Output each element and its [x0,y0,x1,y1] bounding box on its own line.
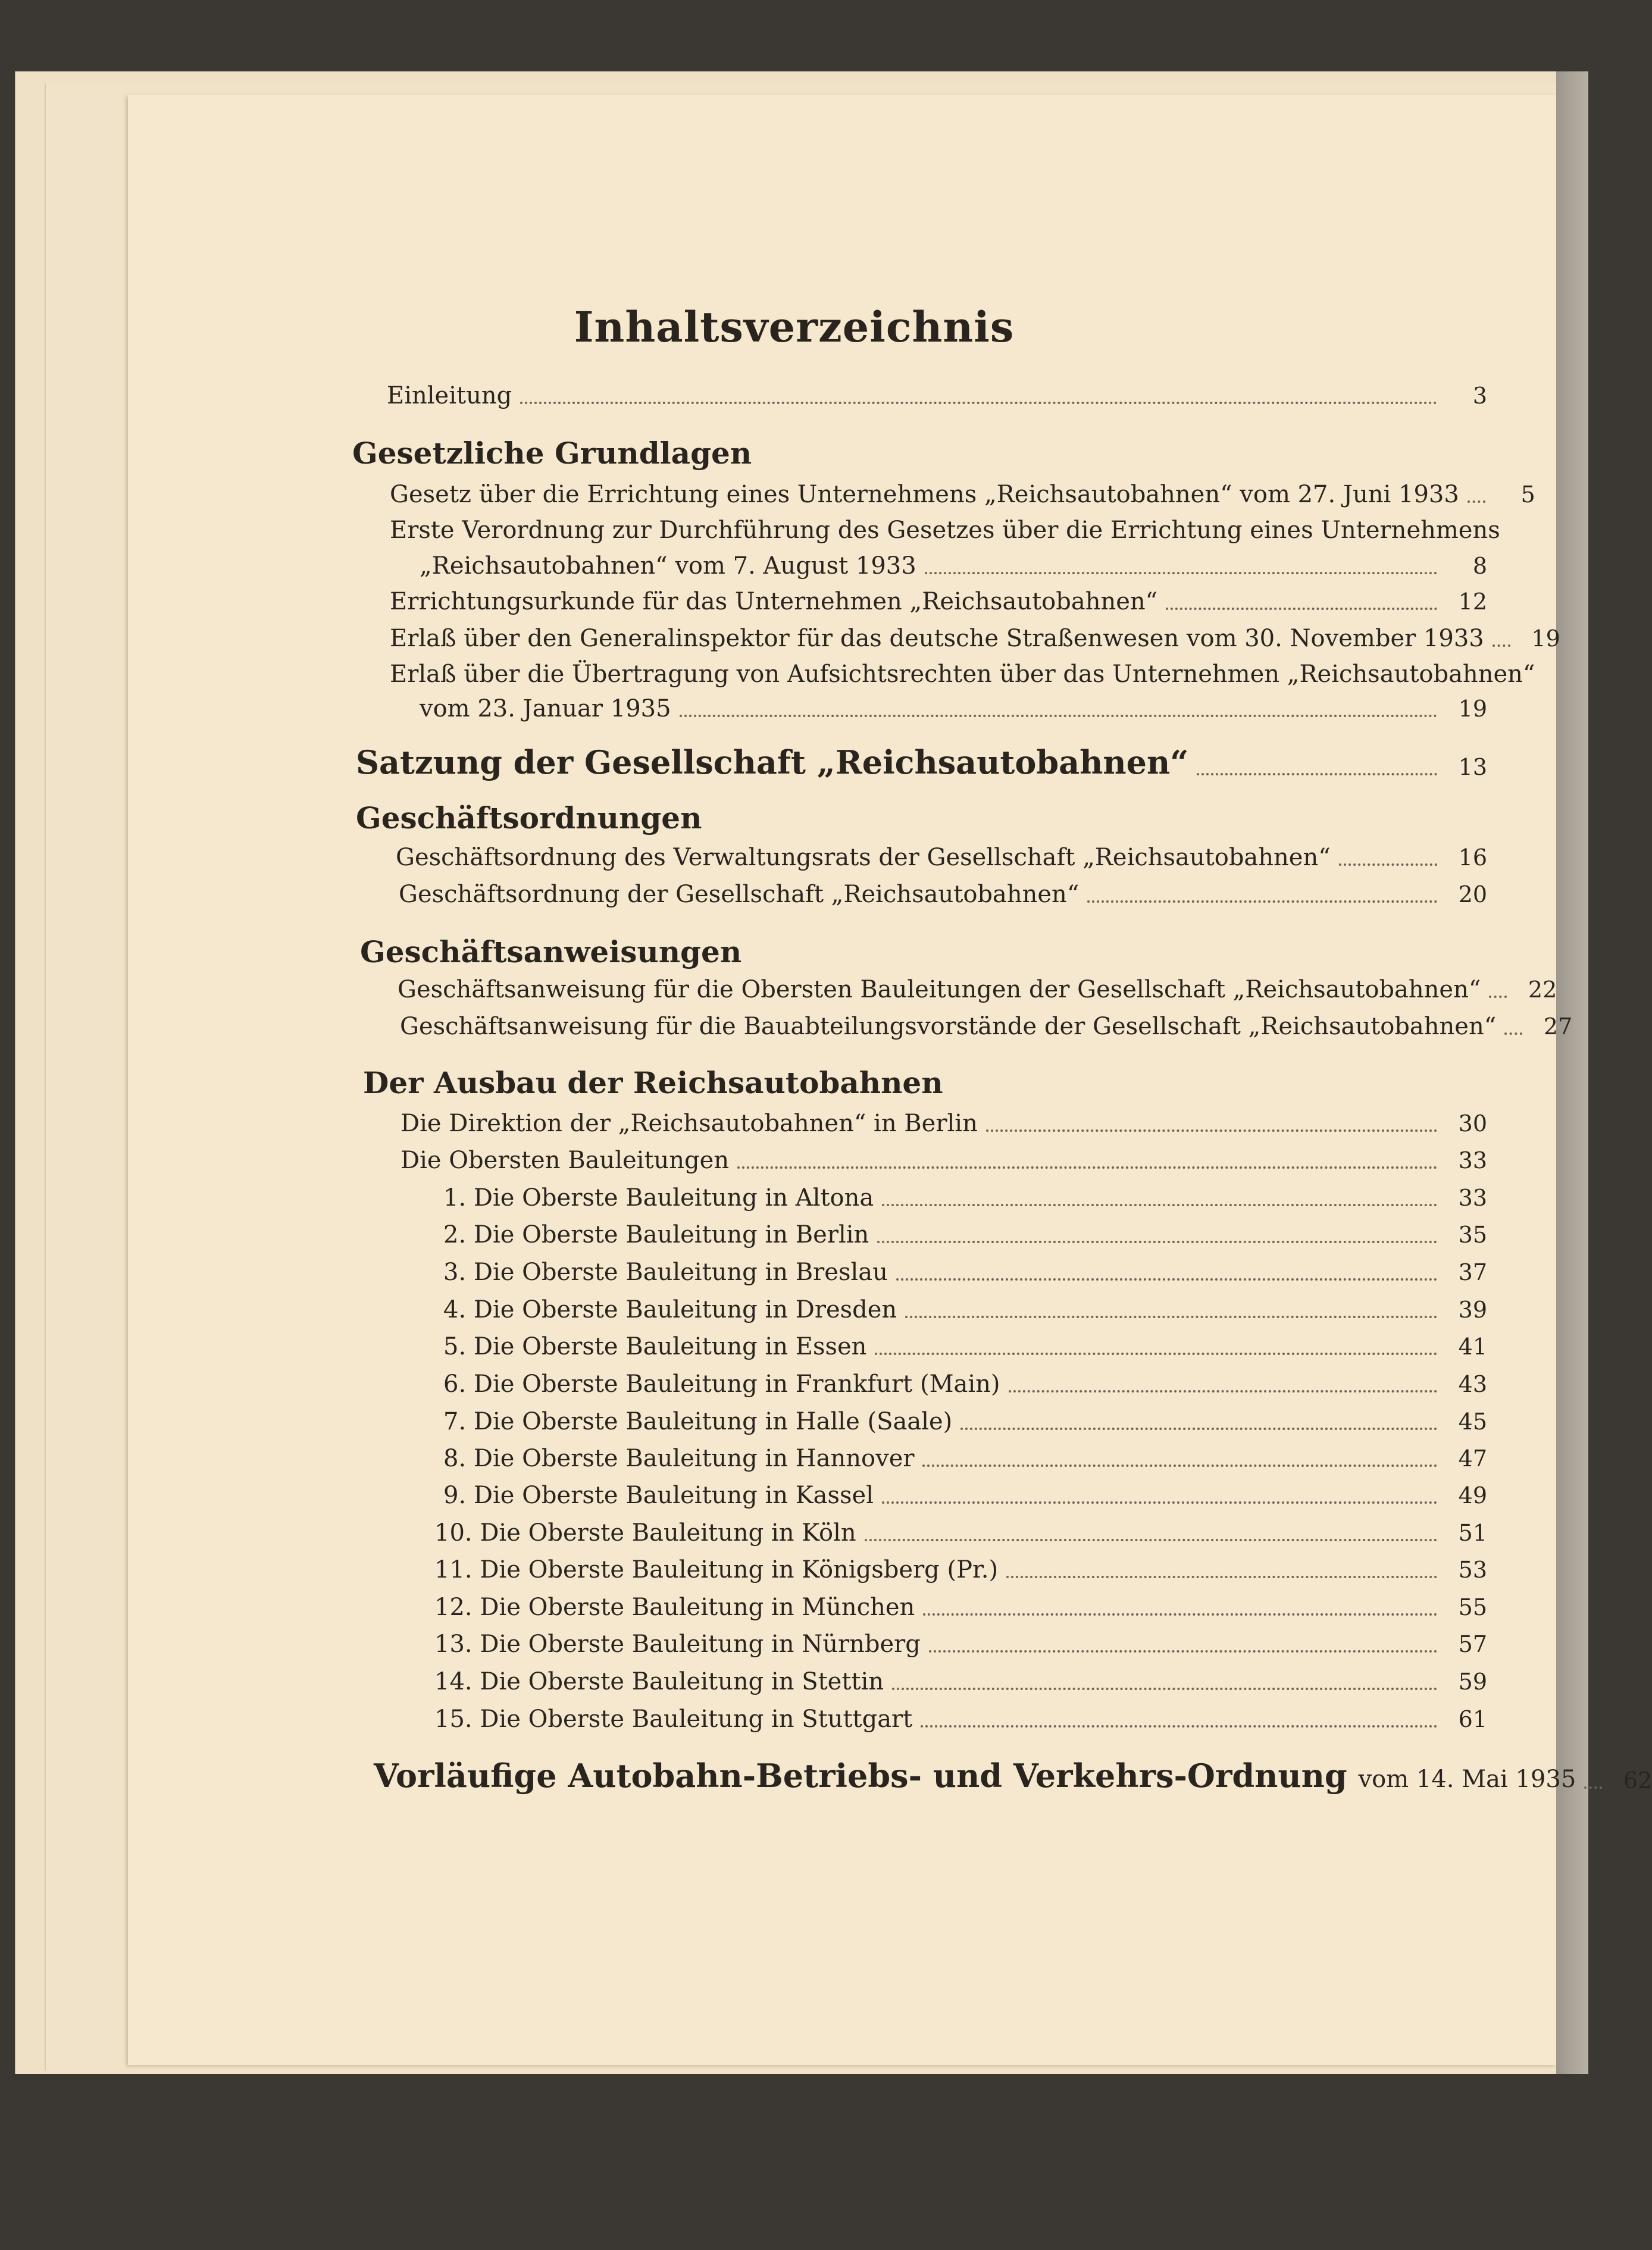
toc-entry-label: Satzung der Gesellschaft „Reichsautobahnen“ [356,743,1189,781]
toc-entry-bauleitung[interactable] [443,1408,1487,1435]
toc-entry-bauleitung[interactable] [443,1482,1487,1509]
toc-entry[interactable] [390,588,1487,615]
leader-dots [929,1650,1437,1653]
toc-entry-label-line2: „Reichsautobahnen“ vom 7. August 1933 [420,552,916,580]
section-heading-geschaeftsordnungen: Geschäftsordnungen [356,800,702,835]
toc-entry-label: 6. Die Oberste Bauleitung in Frankfurt (Main) [443,1370,1000,1398]
toc-page-number: 22 [1528,977,1557,1003]
toc-page-number: 19 [1531,625,1560,652]
toc-entry-date: vom 14. Mai 1935 [1358,1766,1576,1793]
toc-entry[interactable] [396,844,1487,871]
toc-page-number: 62 [1623,1767,1652,1794]
toc-entry-label-line1: Erlaß über die Übertragung von Aufsichtsrechten über das Unternehmen „Reichsautobahnen“ [390,661,1535,688]
leader-dots [680,715,1437,717]
toc-page-number: 53 [1458,1557,1487,1584]
toc-entry-bauleitung[interactable] [443,1333,1487,1360]
toc-entry[interactable] [420,695,1487,722]
toc-entry-label: 15. Die Oberste Bauleitung in Stuttgart [434,1706,913,1733]
toc-entry-label: Errichtungsurkunde für das Unternehmen „Reichsautobahnen“ [390,588,1158,615]
toc-page-number: 61 [1458,1706,1487,1733]
toc-entry-bauleitung[interactable] [443,1296,1487,1323]
toc-entry[interactable] [399,881,1487,908]
leader-dots [892,1688,1437,1690]
toc-entry-label: Einleitung [387,382,512,409]
toc-page-number: 3 [1472,383,1487,409]
toc-page-number: 27 [1543,1013,1573,1040]
leader-dots [1006,1576,1437,1578]
leader-dots [1009,1390,1437,1392]
toc-entry-bauleitung[interactable] [443,1221,1487,1248]
toc-entry-bauleitung[interactable] [434,1556,1487,1584]
toc-page-number: 33 [1458,1147,1487,1174]
toc-entry-label: Geschäftsanweisung für die Bauabteilungsvorstände der Gesellschaft „Reichsautobahnen“ [400,1013,1497,1040]
toc-page-number: 57 [1458,1631,1487,1658]
section-heading-grundlagen: Gesetzliche Grundlagen [352,436,752,471]
toc-entry-label: Vorläufige Autobahn-Betriebs- und Verkehrs-Ordnung [374,1757,1347,1795]
leader-dots [520,402,1437,404]
leader-dots [986,1129,1437,1132]
toc-entry[interactable] [420,552,1487,580]
toc-page-number: 55 [1458,1594,1487,1621]
toc-entry[interactable] [398,976,1557,1003]
toc-entry-bauleitung[interactable] [434,1706,1487,1733]
toc-page-number: 19 [1458,696,1487,722]
toc-page-number: 43 [1458,1371,1487,1398]
toc-entry-label: 5. Die Oberste Bauleitung in Essen [443,1333,867,1360]
toc-entry-label: 13. Die Oberste Bauleitung in Nürnberg [434,1631,921,1658]
leader-dots [882,1501,1437,1504]
toc-page-number: 37 [1458,1259,1487,1286]
toc-entry-label: 1. Die Oberste Bauleitung in Altona [443,1184,874,1212]
toc-page-number: 51 [1458,1520,1487,1547]
leader-dots [923,1613,1437,1616]
toc-entry-einleitung[interactable] [387,382,1487,409]
leader-dots [1087,900,1437,903]
leader-dots [905,1316,1437,1318]
leader-dots [1504,1032,1522,1035]
toc-entry-bauleitung[interactable] [443,1445,1487,1472]
toc-entry-label-line2: vom 23. Januar 1935 [420,695,671,722]
toc-page-number: 8 [1472,553,1487,580]
toc-entry-label: Die Obersten Bauleitungen [401,1147,730,1174]
toc-page-number: 20 [1458,881,1487,908]
leader-dots [1493,644,1510,647]
toc-entry-label: 11. Die Oberste Bauleitung in Königsberg (Pr.) [434,1556,999,1584]
toc-page-number: 45 [1458,1409,1487,1435]
toc-entry-label: 12. Die Oberste Bauleitung in München [434,1594,915,1621]
toc-entry-label-line1: Erste Verordnung zur Durchführung des Gesetzes über die Errichtung eines Unternehmens [390,517,1500,544]
toc-entry-label: 14. Die Oberste Bauleitung in Stettin [434,1668,884,1695]
toc-entry-label: Erlaß über den Generalinspektor für das deutsche Straßenwesen vom 30. November 1933 [390,625,1484,652]
leader-dots [1339,863,1437,866]
toc-entry-bauleitung[interactable] [434,1631,1487,1658]
toc-entry[interactable] [390,481,1535,508]
page-title: Inhaltsverzeichnis [574,302,1015,352]
toc-entry-label: 8. Die Oberste Bauleitung in Hannover [443,1445,915,1472]
toc-entry-label: Geschäftsanweisung für die Obersten Bauleitungen der Gesellschaft „Reichsautobahnen“ [398,976,1481,1003]
toc-page-number: 13 [1458,754,1487,781]
leader-dots [922,1464,1437,1467]
toc-entry-label: 7. Die Oberste Bauleitung in Halle (Saale) [443,1408,953,1435]
leader-dots [1489,996,1507,998]
toc-page-number: 41 [1458,1334,1487,1360]
toc-page-number: 33 [1458,1185,1487,1212]
toc-page-number: 35 [1458,1222,1487,1248]
toc-entry-satzung[interactable] [356,744,1487,781]
toc-entry-label: 2. Die Oberste Bauleitung in Berlin [443,1221,869,1248]
toc-entry-bauleitung[interactable] [443,1184,1487,1212]
leader-dots [875,1353,1437,1355]
toc-page-number: 30 [1458,1110,1487,1137]
toc-entry[interactable] [401,1110,1487,1137]
toc-entry-label-group [374,1757,1576,1794]
section-heading-ausbau: Der Ausbau der Reichsautobahnen [363,1065,943,1100]
leader-dots [1468,500,1485,503]
toc-entry-bauleitung[interactable] [434,1594,1487,1621]
leader-dots [1166,608,1437,610]
leader-dots [921,1725,1437,1728]
leader-dots [865,1539,1437,1541]
toc-page-number: 59 [1458,1669,1487,1695]
toc-entry-label: 9. Die Oberste Bauleitung in Kassel [443,1482,874,1509]
leader-dots [1584,1786,1602,1789]
toc-entry-verkehrsordnung[interactable] [374,1757,1652,1795]
toc-page-number: 47 [1458,1445,1487,1472]
leader-dots [1197,773,1437,775]
toc-entry-label: Geschäftsordnung des Verwaltungsrats der Gesellschaft „Reichsautobahnen“ [396,844,1331,871]
leader-dots [896,1278,1437,1281]
toc-entry[interactable] [401,1147,1487,1174]
toc-page-number: 49 [1458,1482,1487,1509]
section-heading-geschaeftsanweisungen: Geschäftsanweisungen [360,934,742,969]
leader-dots [925,572,1437,574]
toc-entry-label: Gesetz über die Errichtung eines Unternehmens „Reichsautobahnen“ vom 27. Juni 1933 [390,481,1459,508]
toc-entry-label: Geschäftsordnung der Gesellschaft „Reichsautobahnen“ [399,881,1080,908]
leader-dots [960,1428,1437,1430]
toc-page-number: 5 [1520,481,1535,508]
toc-entry[interactable] [390,625,1560,652]
toc-page-number: 39 [1458,1297,1487,1323]
toc-entry-label: 3. Die Oberste Bauleitung in Breslau [443,1259,888,1286]
toc-entry-bauleitung[interactable] [443,1259,1487,1286]
toc-page-number: 16 [1458,844,1487,871]
leader-dots [877,1241,1437,1243]
toc-entry-bauleitung[interactable] [443,1370,1487,1398]
toc-entry-label: 4. Die Oberste Bauleitung in Dresden [443,1296,897,1323]
toc-entry-bauleitung[interactable] [434,1519,1487,1547]
leader-dots [882,1204,1437,1206]
toc-entry[interactable] [400,1013,1573,1040]
toc-entry-bauleitung[interactable] [434,1668,1487,1695]
leader-dots [737,1166,1437,1169]
toc-entry-label: 10. Die Oberste Bauleitung in Köln [434,1519,856,1547]
toc-entry-label: Die Direktion der „Reichsautobahnen“ in Berlin [401,1110,978,1137]
toc-page-number: 12 [1458,589,1487,615]
